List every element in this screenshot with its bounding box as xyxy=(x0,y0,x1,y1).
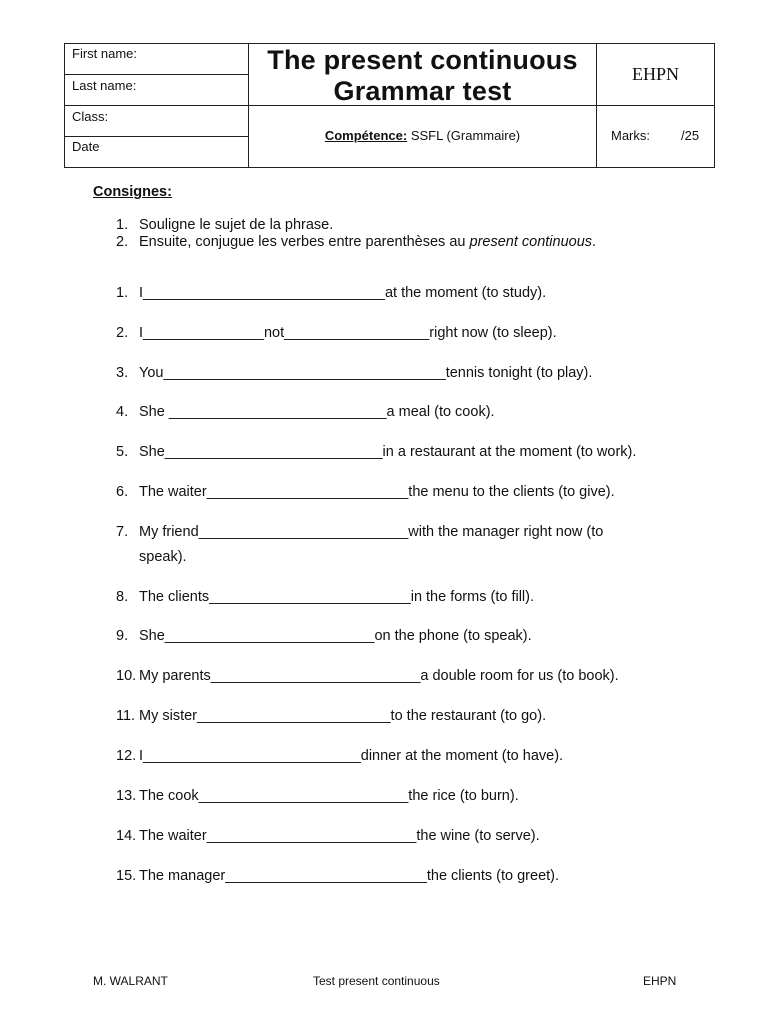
marks-label: Marks: xyxy=(611,128,650,143)
question-number: 15. xyxy=(116,868,137,884)
question-item xyxy=(116,864,559,889)
last-name-label: Last name: xyxy=(72,78,137,93)
instruction-text: Ensuite, conjugue les verbes entre parenthèses au xyxy=(139,234,470,250)
instructions-heading: Consignes: xyxy=(93,184,172,200)
question-item xyxy=(116,585,534,610)
question-text: The cook__________________________the rice (to burn). xyxy=(139,788,519,804)
question-text: My parents__________________________a double room for us (to book). xyxy=(139,668,619,684)
question-item xyxy=(116,480,615,505)
first-name-cell xyxy=(65,44,249,75)
question-number: 8. xyxy=(116,589,129,605)
question-number: 5. xyxy=(116,444,129,460)
question-number: 6. xyxy=(116,484,129,500)
instruction-item xyxy=(116,217,333,234)
question-number: 11. xyxy=(116,708,136,724)
question-item xyxy=(116,361,592,386)
class-cell xyxy=(65,106,249,137)
question-text: I______________________________at the moment (to study). xyxy=(139,285,547,301)
question-text: My sister________________________to the restaurant (to go). xyxy=(139,708,547,724)
question-continuation xyxy=(139,545,187,570)
question-item xyxy=(116,624,532,649)
question-text: She__________________________on the phone (to speak). xyxy=(139,628,532,644)
question-number: 10. xyxy=(116,668,137,684)
competence-cell xyxy=(249,106,597,167)
header-table xyxy=(64,43,715,168)
first-name-label: First name: xyxy=(72,46,138,61)
instruction-end: . xyxy=(592,234,597,250)
question-number: 2. xyxy=(116,325,129,341)
question-number: 1. xyxy=(116,285,129,301)
marks-total: /25 xyxy=(681,128,700,143)
question-text: I___________________________dinner at the moment (to have). xyxy=(139,748,564,764)
footer-school: EHPN xyxy=(643,974,677,988)
question-number: 9. xyxy=(116,628,129,644)
question-item xyxy=(116,281,546,306)
marks-cell xyxy=(597,106,714,167)
question-number: 3. xyxy=(116,365,129,381)
question-text: My friend__________________________with the manager right now (to xyxy=(139,524,604,540)
question-item xyxy=(116,321,557,346)
instruction-number: 1. xyxy=(116,217,129,233)
question-text: I_______________not__________________right now (to sleep). xyxy=(139,325,557,341)
competence-label: Compétence: xyxy=(324,128,408,143)
question-number: 7. xyxy=(116,524,129,540)
title-cell xyxy=(249,44,597,106)
question-text: speak). xyxy=(139,549,187,565)
class-label: Class: xyxy=(72,109,109,124)
question-text: The clients_________________________in the forms (to fill). xyxy=(139,589,534,605)
question-text: The manager_________________________the clients (to greet). xyxy=(139,868,560,884)
page-title-line1: The present continuous xyxy=(267,45,578,75)
question-item xyxy=(116,784,519,809)
question-text: You___________________________________tennis tonight (to play). xyxy=(139,365,593,381)
footer-author: M. WALRANT xyxy=(93,974,168,988)
instruction-item xyxy=(116,234,596,251)
competence-value: SSFL (Grammaire) xyxy=(410,128,521,143)
date-label: Date xyxy=(72,139,100,154)
question-item xyxy=(116,744,563,769)
question-item xyxy=(116,824,540,849)
question-text: She___________________________in a restaurant at the moment (to work). xyxy=(139,444,637,460)
question-number: 14. xyxy=(116,828,137,844)
question-item xyxy=(116,704,546,729)
instruction-emphasis: present continuous xyxy=(469,234,593,250)
question-number: 12. xyxy=(116,748,137,764)
instruction-text: Souligne le sujet de la phrase. xyxy=(139,217,334,233)
page-title-line2: Grammar test xyxy=(333,76,512,106)
question-item xyxy=(116,440,636,465)
question-number: 4. xyxy=(116,404,129,420)
footer-title: Test present continuous xyxy=(313,974,440,988)
last-name-cell xyxy=(65,75,249,106)
date-cell xyxy=(65,137,249,167)
question-text: The waiter__________________________the wine (to serve). xyxy=(139,828,540,844)
school-name: EHPN xyxy=(631,64,679,84)
question-item xyxy=(116,664,619,689)
question-text: The waiter_________________________the menu to the clients (to give). xyxy=(139,484,615,500)
question-text: She ___________________________a meal (to cook). xyxy=(139,404,495,420)
school-cell xyxy=(597,44,714,106)
question-number: 13. xyxy=(116,788,137,804)
instruction-number: 2. xyxy=(116,234,129,250)
question-item xyxy=(116,400,495,425)
question-item xyxy=(116,520,603,545)
